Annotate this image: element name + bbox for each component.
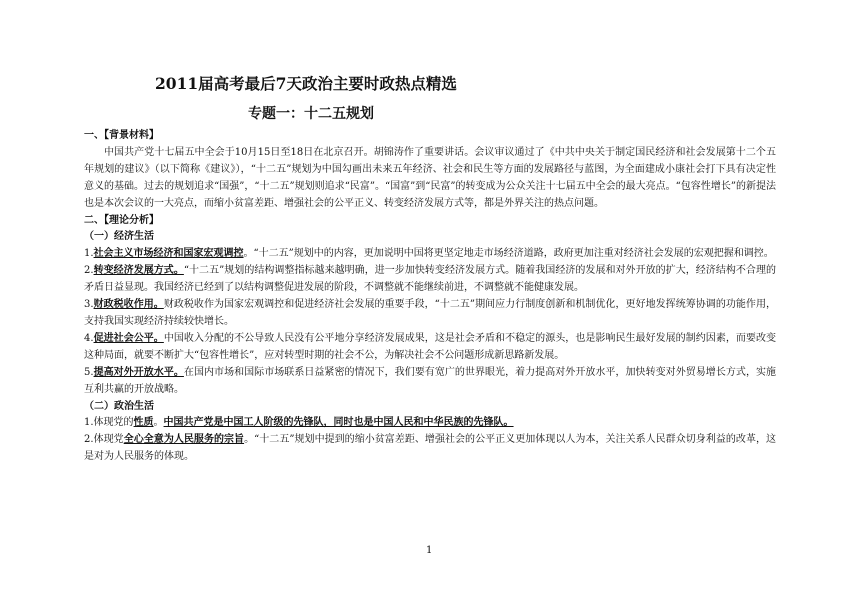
document-title: 2011届高考最后7天政治主要时政热点精选 — [155, 74, 457, 93]
subsection-heading-politics: （二）政治生活 — [84, 400, 154, 412]
item-number: 5. — [84, 366, 94, 378]
econ-item-3 — [84, 297, 776, 331]
item-number: 3. — [84, 299, 94, 311]
item-number: 1. — [84, 248, 94, 260]
item-key-phrase: 转变经济发展方式。 — [93, 265, 184, 277]
background-paragraph: 中国共产党十七届五中全会于10月15日至18日在北京召开。胡锦涛作了重要讲话。会议审议通过了《中共中央关于制定国民经济和社会发展第十二个五年规划的建议》（以下简称《建议》），“十二五”规划为中国勾画出未来五年经济、社会和民生等方面的发展路径与蓝图，为全面建成小康社会打下具有决定性意义的基础。过去的规划追求“国强”，“十二五”规划则追求“民富”。“国富”到“民富”的转变成为公众关注十七届五中全会的最大亮点。“包容性增长”的新提法也是本次会议的一大亮点，而缩小贫富差距、增强社会的公平正义、转变经济发展方式等，都是外界关注的热点问题。 — [84, 146, 776, 209]
item-separator: 。 — [244, 434, 255, 446]
item-number: 2. — [84, 434, 94, 446]
econ-item-5 — [84, 365, 776, 399]
item-text: “十二五”规划中的内容，更加说明中国将更坚定地走市场经济道路，政府更加注重对经济社会发展的宏观把握和调控。 — [253, 248, 774, 260]
page-number: 1 — [426, 545, 433, 556]
econ-item-2 — [84, 263, 776, 297]
item-number: 4. — [84, 332, 94, 344]
item-prefix: 体现党 — [93, 434, 124, 446]
item-separator: 。 — [243, 248, 254, 260]
item-key-phrase: 性质 — [133, 417, 154, 429]
item-text: 中国收入分配的不公导致人民没有公平地分享经济发展成果，这是社会矛盾和不稳定的源头，也是影响民生最好发展的制约因素，而要改变这种局面，就要不断扩大“包容性增长”，应对转型时期的社会不公，为解决社会不公问题形成新思路新发展。 — [84, 332, 777, 361]
item-text: 在国内市场和国际市场联系日益紧密的情况下，我们要有宽广的世界眼光，着力提高对外开放水平，加快转变对外贸易增长方式，实施互利共赢的开放战略。 — [84, 366, 777, 395]
item-prefix: 体现党的 — [93, 417, 134, 429]
item-key-phrase: 提高对外开放水平。 — [93, 366, 184, 378]
item-key-phrase: 全心全意为人民服务的宗旨 — [123, 434, 245, 446]
item-text: “十二五”规划的结构调整指标越来越明确，进一步加快转变经济发展方式。随着我国经济的发展和对外开放的扩大，经济结构不合理的矛盾日益显现。我国经济已经到了以结构调整促进发展的阶段，不调整就不能继续前进，不调整就不能健康发展。 — [84, 265, 776, 294]
subsection-heading-economy: （一）经济生活 — [84, 231, 154, 243]
item-text: “十二五”规划中提到的缩小贫富差距、增强社会的公平正义更加体现以人为本，关注关系人民群众切身利益的改革，这是对为人民服务的体现。 — [84, 434, 777, 463]
item-key-phrase: 财政税收作用。 — [93, 299, 164, 311]
item-key-phrase: 促进社会公平。 — [93, 332, 164, 344]
econ-item-4 — [84, 331, 776, 365]
section-heading-analysis: 二、【理论分析】 — [84, 214, 159, 226]
document-subtitle: 专题一：十二五规划 — [248, 106, 374, 122]
item-key-statement: 中国共产党是中国工人阶级的先锋队，同时也是中国人民和中华民族的先锋队。 — [163, 417, 514, 429]
item-number: 2. — [84, 265, 94, 277]
item-text: 财政税收作为国家宏观调控和促进经济社会发展的重要手段，“十二五”期间应力行制度创新和机制优化，更好地发挥统筹协调的功能作用，支持我国实现经济持续较快增长。 — [84, 299, 776, 327]
section-heading-background: 一、【背景材料】 — [84, 130, 159, 141]
item-number: 1. — [84, 417, 94, 429]
item-separator: 。 — [153, 417, 164, 429]
politics-item-2 — [84, 432, 776, 466]
document-body — [84, 128, 776, 466]
econ-item-1 — [84, 246, 776, 263]
politics-item-1 — [84, 415, 776, 432]
item-key-phrase: 社会主义市场经济和国家宏观调控 — [93, 248, 244, 260]
